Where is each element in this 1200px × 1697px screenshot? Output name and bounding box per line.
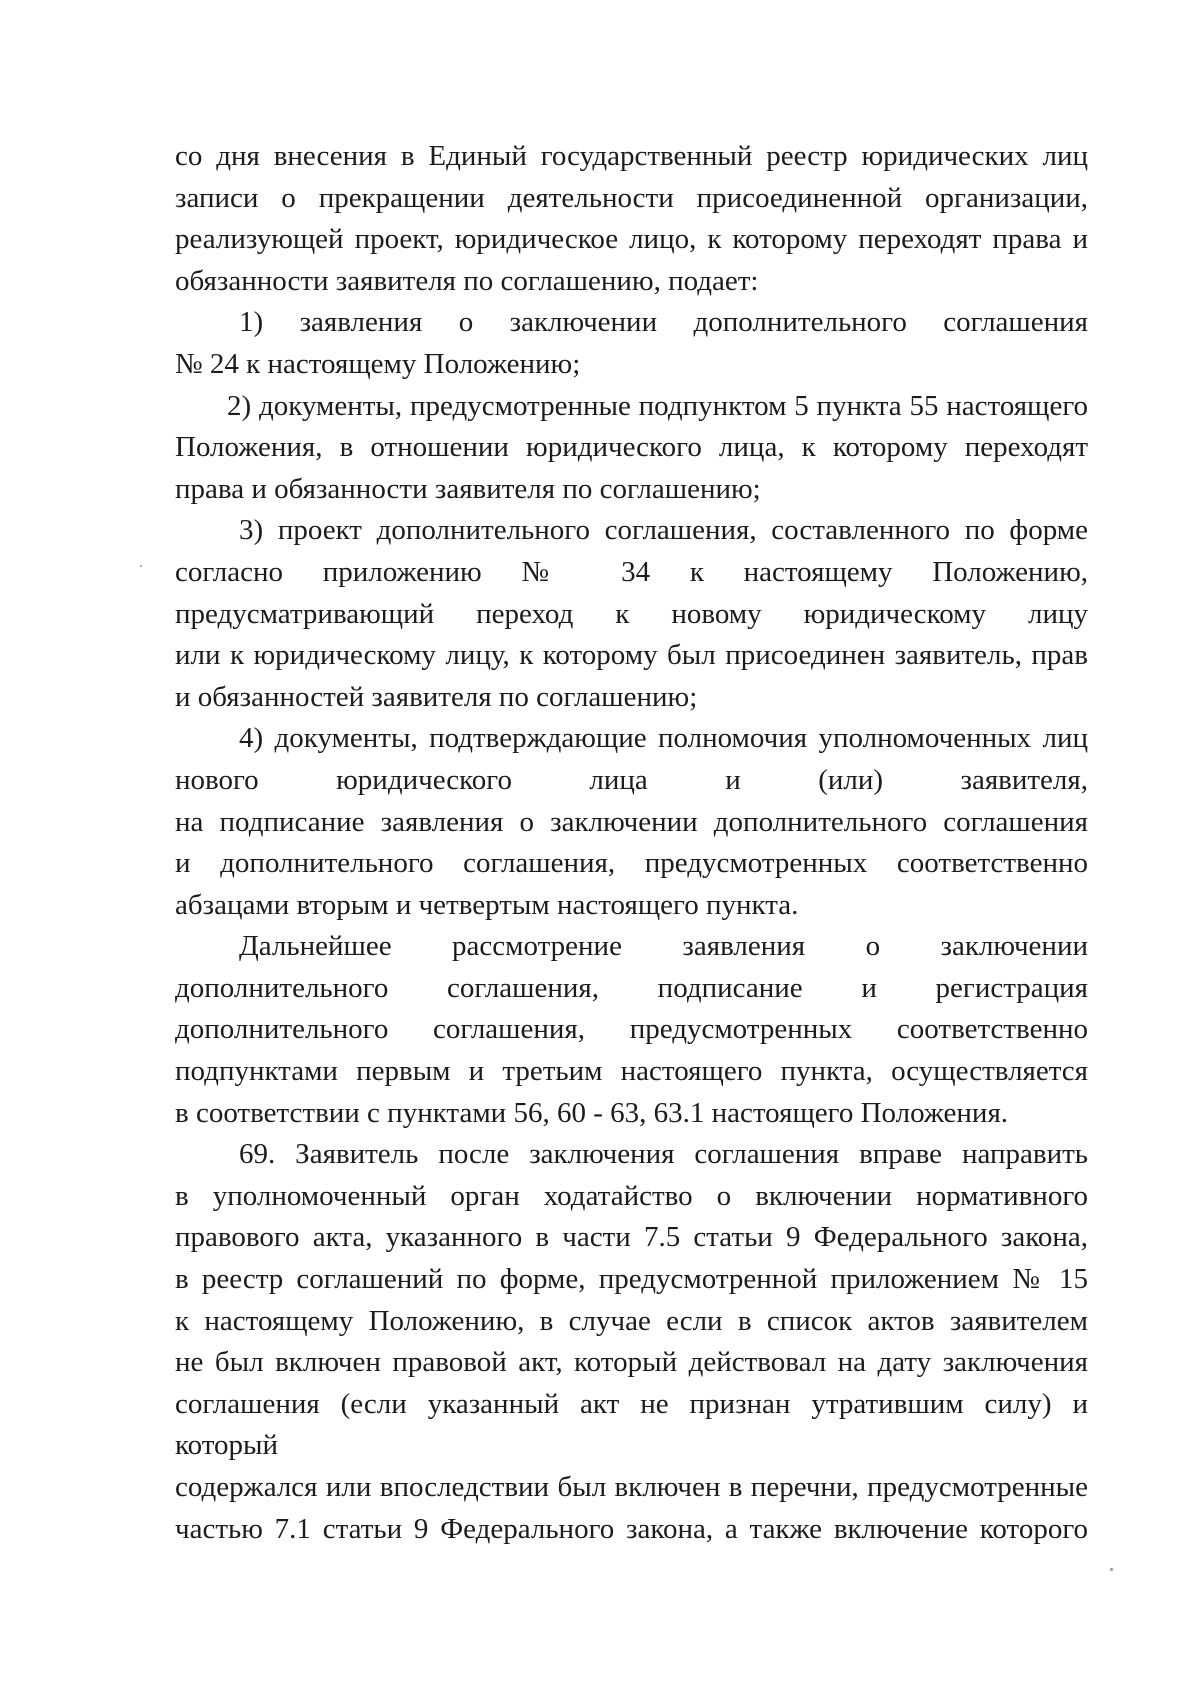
text-line: или к юридическому лицу, к которому был присоединен заявитель, прав — [175, 639, 1088, 672]
paragraph-intro — [175, 136, 1088, 302]
paragraph-item-3 — [175, 510, 1088, 718]
text-line: Дальнейшее рассмотрение заявления о заключении — [239, 930, 1088, 963]
paragraph-further-review — [175, 926, 1088, 1134]
text-line: в уполномоченный орган ходатайство о включении нормативного — [175, 1179, 1088, 1212]
scan-speck — [1110, 1568, 1113, 1571]
text-line: и обязанностей заявителя по соглашению; — [175, 680, 698, 713]
text-line: нового юридического лица и (или) заявителя, — [175, 763, 1088, 796]
text-line: подпунктами первым и третьим настоящего пункта, осуществляется — [175, 1055, 1088, 1088]
text-line: в реестр соглашений по форме, предусмотренной приложением № 15 — [175, 1263, 1088, 1296]
text-line: частью 7.1 статьи 9 Федерального закона, а также включение которого — [175, 1512, 1088, 1545]
text-line: Положения, в отношении юридического лица, к которому переходят — [175, 431, 1088, 464]
text-line: абзацами вторым и четвертым настоящего пункта. — [175, 888, 799, 921]
text-line: № 24 к настоящему Положению; — [175, 347, 581, 380]
text-line: к настоящему Положению, в случае если в список актов заявителем — [175, 1304, 1088, 1337]
text-line: 69. Заявитель после заключения соглашения вправе направить — [239, 1138, 1088, 1171]
text-line: со дня внесения в Единый государственный реестр юридических лиц — [175, 140, 1088, 172]
text-line: содержался или впоследствии был включен в перечни, предусмотренные — [175, 1471, 1088, 1503]
document-body — [175, 136, 1088, 1550]
text-line: в соответствии с пунктами 56, 60 - 63, 63.1 настоящего Положения. — [175, 1096, 1009, 1129]
scan-speck — [140, 565, 142, 567]
text-line: обязанности заявителя по соглашению, подает: — [175, 264, 759, 297]
text-line: права и обязанности заявителя по соглашению; — [175, 472, 761, 505]
paragraph-item-2 — [175, 386, 1088, 511]
text-line: на подписание заявления о заключении дополнительного соглашения — [175, 805, 1088, 838]
paragraph-item-4 — [175, 718, 1088, 926]
text-line: предусматривающий переход к новому юридическому лицу — [175, 597, 1088, 630]
text-line: записи о прекращении деятельности присоединенной организации, — [175, 181, 1088, 214]
text-line: согласно приложению № 34 к настоящему Положению, — [175, 555, 1088, 588]
text-line: и дополнительного соглашения, предусмотренных соответственно — [175, 847, 1088, 880]
paragraph-item-1 — [175, 302, 1088, 385]
text-line: соглашения (если указанный акт не признан утратившим силу) и который — [175, 1387, 1088, 1462]
text-line: не был включен правовой акт, который действовал на дату заключения — [175, 1346, 1088, 1379]
paragraph-point-69 — [175, 1134, 1088, 1550]
text-line: дополнительного соглашения, подписание и регистрация — [175, 971, 1088, 1004]
text-line: реализующей проект, юридическое лицо, к которому переходят права и — [175, 223, 1088, 256]
text-line: дополнительного соглашения, предусмотренных соответственно — [175, 1013, 1088, 1046]
text-line: 4) документы, подтверждающие полномочия уполномоченных лиц — [239, 722, 1088, 755]
text-line: 3) проект дополнительного соглашения, составленного по форме — [239, 514, 1088, 547]
text-line: 1) заявления о заключении дополнительного соглашения — [239, 306, 1088, 339]
text-line: правового акта, указанного в части 7.5 статьи 9 Федерального закона, — [175, 1221, 1088, 1254]
text-line: 2) документы, предусмотренные подпунктом 5 пункта 55 настоящего — [227, 389, 1088, 422]
